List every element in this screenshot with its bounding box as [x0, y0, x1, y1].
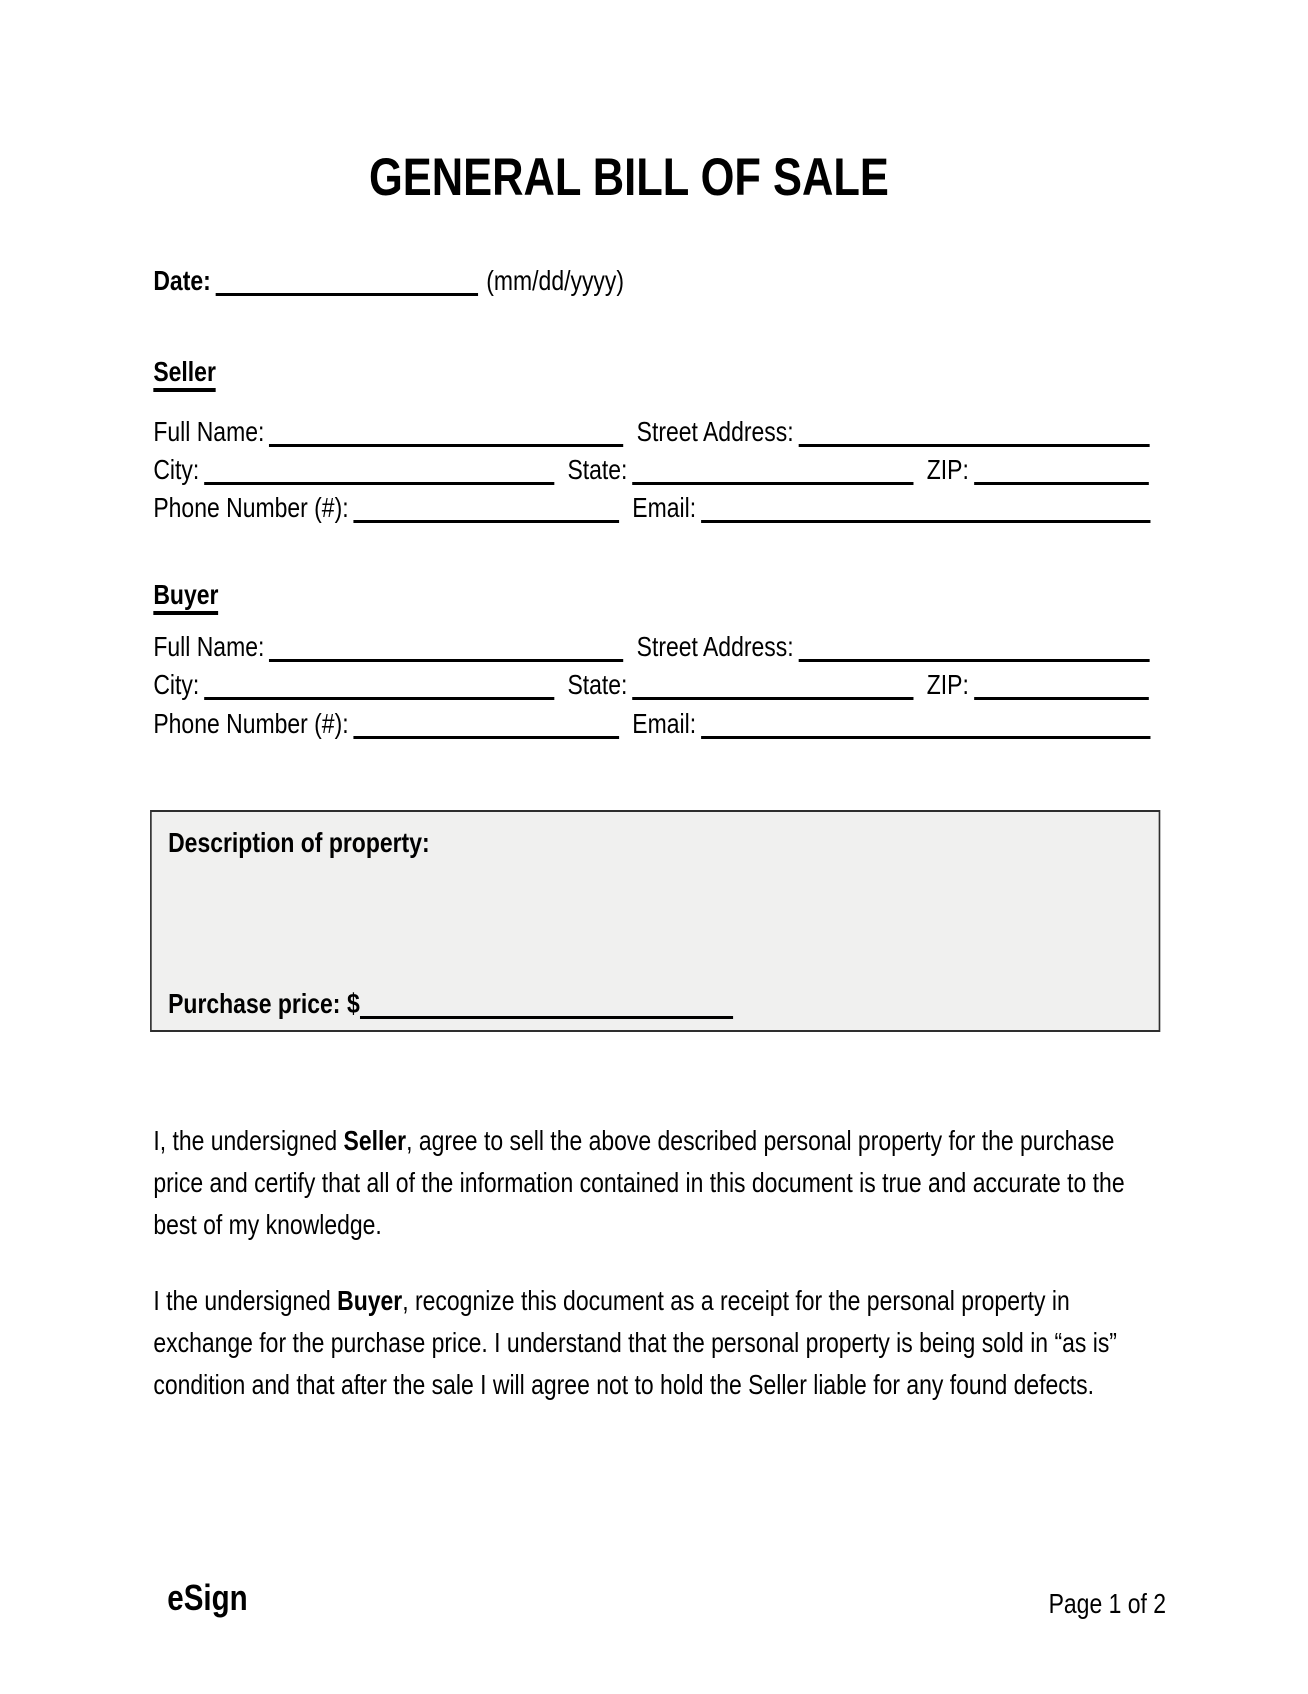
- date-format-hint: (mm/dd/yyyy): [486, 265, 625, 296]
- seller-clause-lead: I, the undersigned: [153, 1125, 344, 1156]
- property-description-input-area[interactable]: [168, 868, 1142, 972]
- buyer-city-state-zip-row: [153, 668, 1150, 702]
- seller-city-state-zip-row: [153, 453, 1150, 487]
- buyer-zip-label: ZIP:: [926, 669, 969, 700]
- page-number: Page 1 of 2: [1048, 1588, 1167, 1619]
- buyer-zip-input-line[interactable]: [974, 671, 1149, 700]
- seller-full-name-input-line[interactable]: [269, 418, 623, 447]
- seller-full-name-label: Full Name:: [153, 416, 265, 447]
- seller-email-input-line[interactable]: [701, 494, 1150, 523]
- buyer-full-name-input-line[interactable]: [269, 633, 623, 662]
- seller-name-address-row: [153, 415, 1150, 449]
- seller-city-input-line[interactable]: [204, 456, 554, 485]
- purchase-price-row: [168, 987, 733, 1021]
- date-row: [153, 264, 1150, 298]
- buyer-state-input-line[interactable]: [632, 671, 913, 700]
- purchase-price-label: Purchase price:: [168, 988, 341, 1019]
- seller-section-heading: Seller: [153, 356, 216, 392]
- seller-phone-label: Phone Number (#):: [153, 492, 349, 523]
- buyer-phone-input-line[interactable]: [354, 710, 620, 739]
- seller-clause-emphasis: Seller: [343, 1125, 407, 1156]
- buyer-section-heading-row: [153, 578, 1150, 612]
- buyer-email-input-line[interactable]: [701, 710, 1150, 739]
- seller-zip-input-line[interactable]: [974, 456, 1149, 485]
- buyer-state-label: State:: [567, 669, 628, 700]
- seller-phone-input-line[interactable]: [354, 494, 620, 523]
- buyer-phone-label: Phone Number (#):: [153, 708, 349, 739]
- seller-state-label: State:: [567, 454, 628, 485]
- buyer-clause-emphasis: Buyer: [337, 1285, 403, 1316]
- buyer-name-address-row: [153, 630, 1150, 664]
- buyer-clause-lead: I the undersigned: [153, 1285, 338, 1316]
- buyer-city-input-line[interactable]: [204, 671, 554, 700]
- seller-street-address-input-line[interactable]: [799, 418, 1150, 447]
- buyer-clause-text: , recognize this document as a receipt for the personal property in exchange for the purchase price. I understand that the personal property is being sold in “as is” condition and that after the sale I will agree not to hold the Seller liable for any found defects.: [153, 1285, 1117, 1400]
- buyer-section-heading: Buyer: [153, 579, 218, 615]
- property-description-label: Description of property:: [168, 827, 430, 858]
- seller-section-heading-row: [153, 355, 1150, 389]
- seller-street-address-label: Street Address:: [636, 416, 794, 447]
- date-label: Date:: [153, 265, 211, 296]
- buyer-street-address-label: Street Address:: [636, 631, 794, 662]
- date-input-line[interactable]: [216, 267, 478, 296]
- buyer-clause-paragraph: [153, 1280, 1150, 1406]
- purchase-price-input-line[interactable]: [360, 990, 733, 1019]
- property-description-box: [150, 810, 1160, 1032]
- buyer-city-label: City:: [153, 669, 200, 700]
- buyer-street-address-input-line[interactable]: [799, 633, 1150, 662]
- esign-logo: eSign: [167, 1577, 248, 1618]
- seller-clause-text: , agree to sell the above described personal property for the purchase price and certify that all of the information contained in this document is true and accurate to the best of my knowledge.: [153, 1125, 1125, 1240]
- currency-symbol: $: [346, 988, 360, 1019]
- seller-email-label: Email:: [632, 492, 697, 523]
- seller-phone-email-row: [153, 491, 1150, 525]
- buyer-email-label: Email:: [632, 708, 697, 739]
- page-title: GENERAL BILL OF SALE: [368, 148, 889, 207]
- buyer-phone-email-row: [153, 707, 1150, 741]
- seller-city-label: City:: [153, 454, 200, 485]
- buyer-full-name-label: Full Name:: [153, 631, 265, 662]
- seller-zip-label: ZIP:: [926, 454, 969, 485]
- seller-state-input-line[interactable]: [632, 456, 913, 485]
- seller-clause-paragraph: [153, 1120, 1150, 1246]
